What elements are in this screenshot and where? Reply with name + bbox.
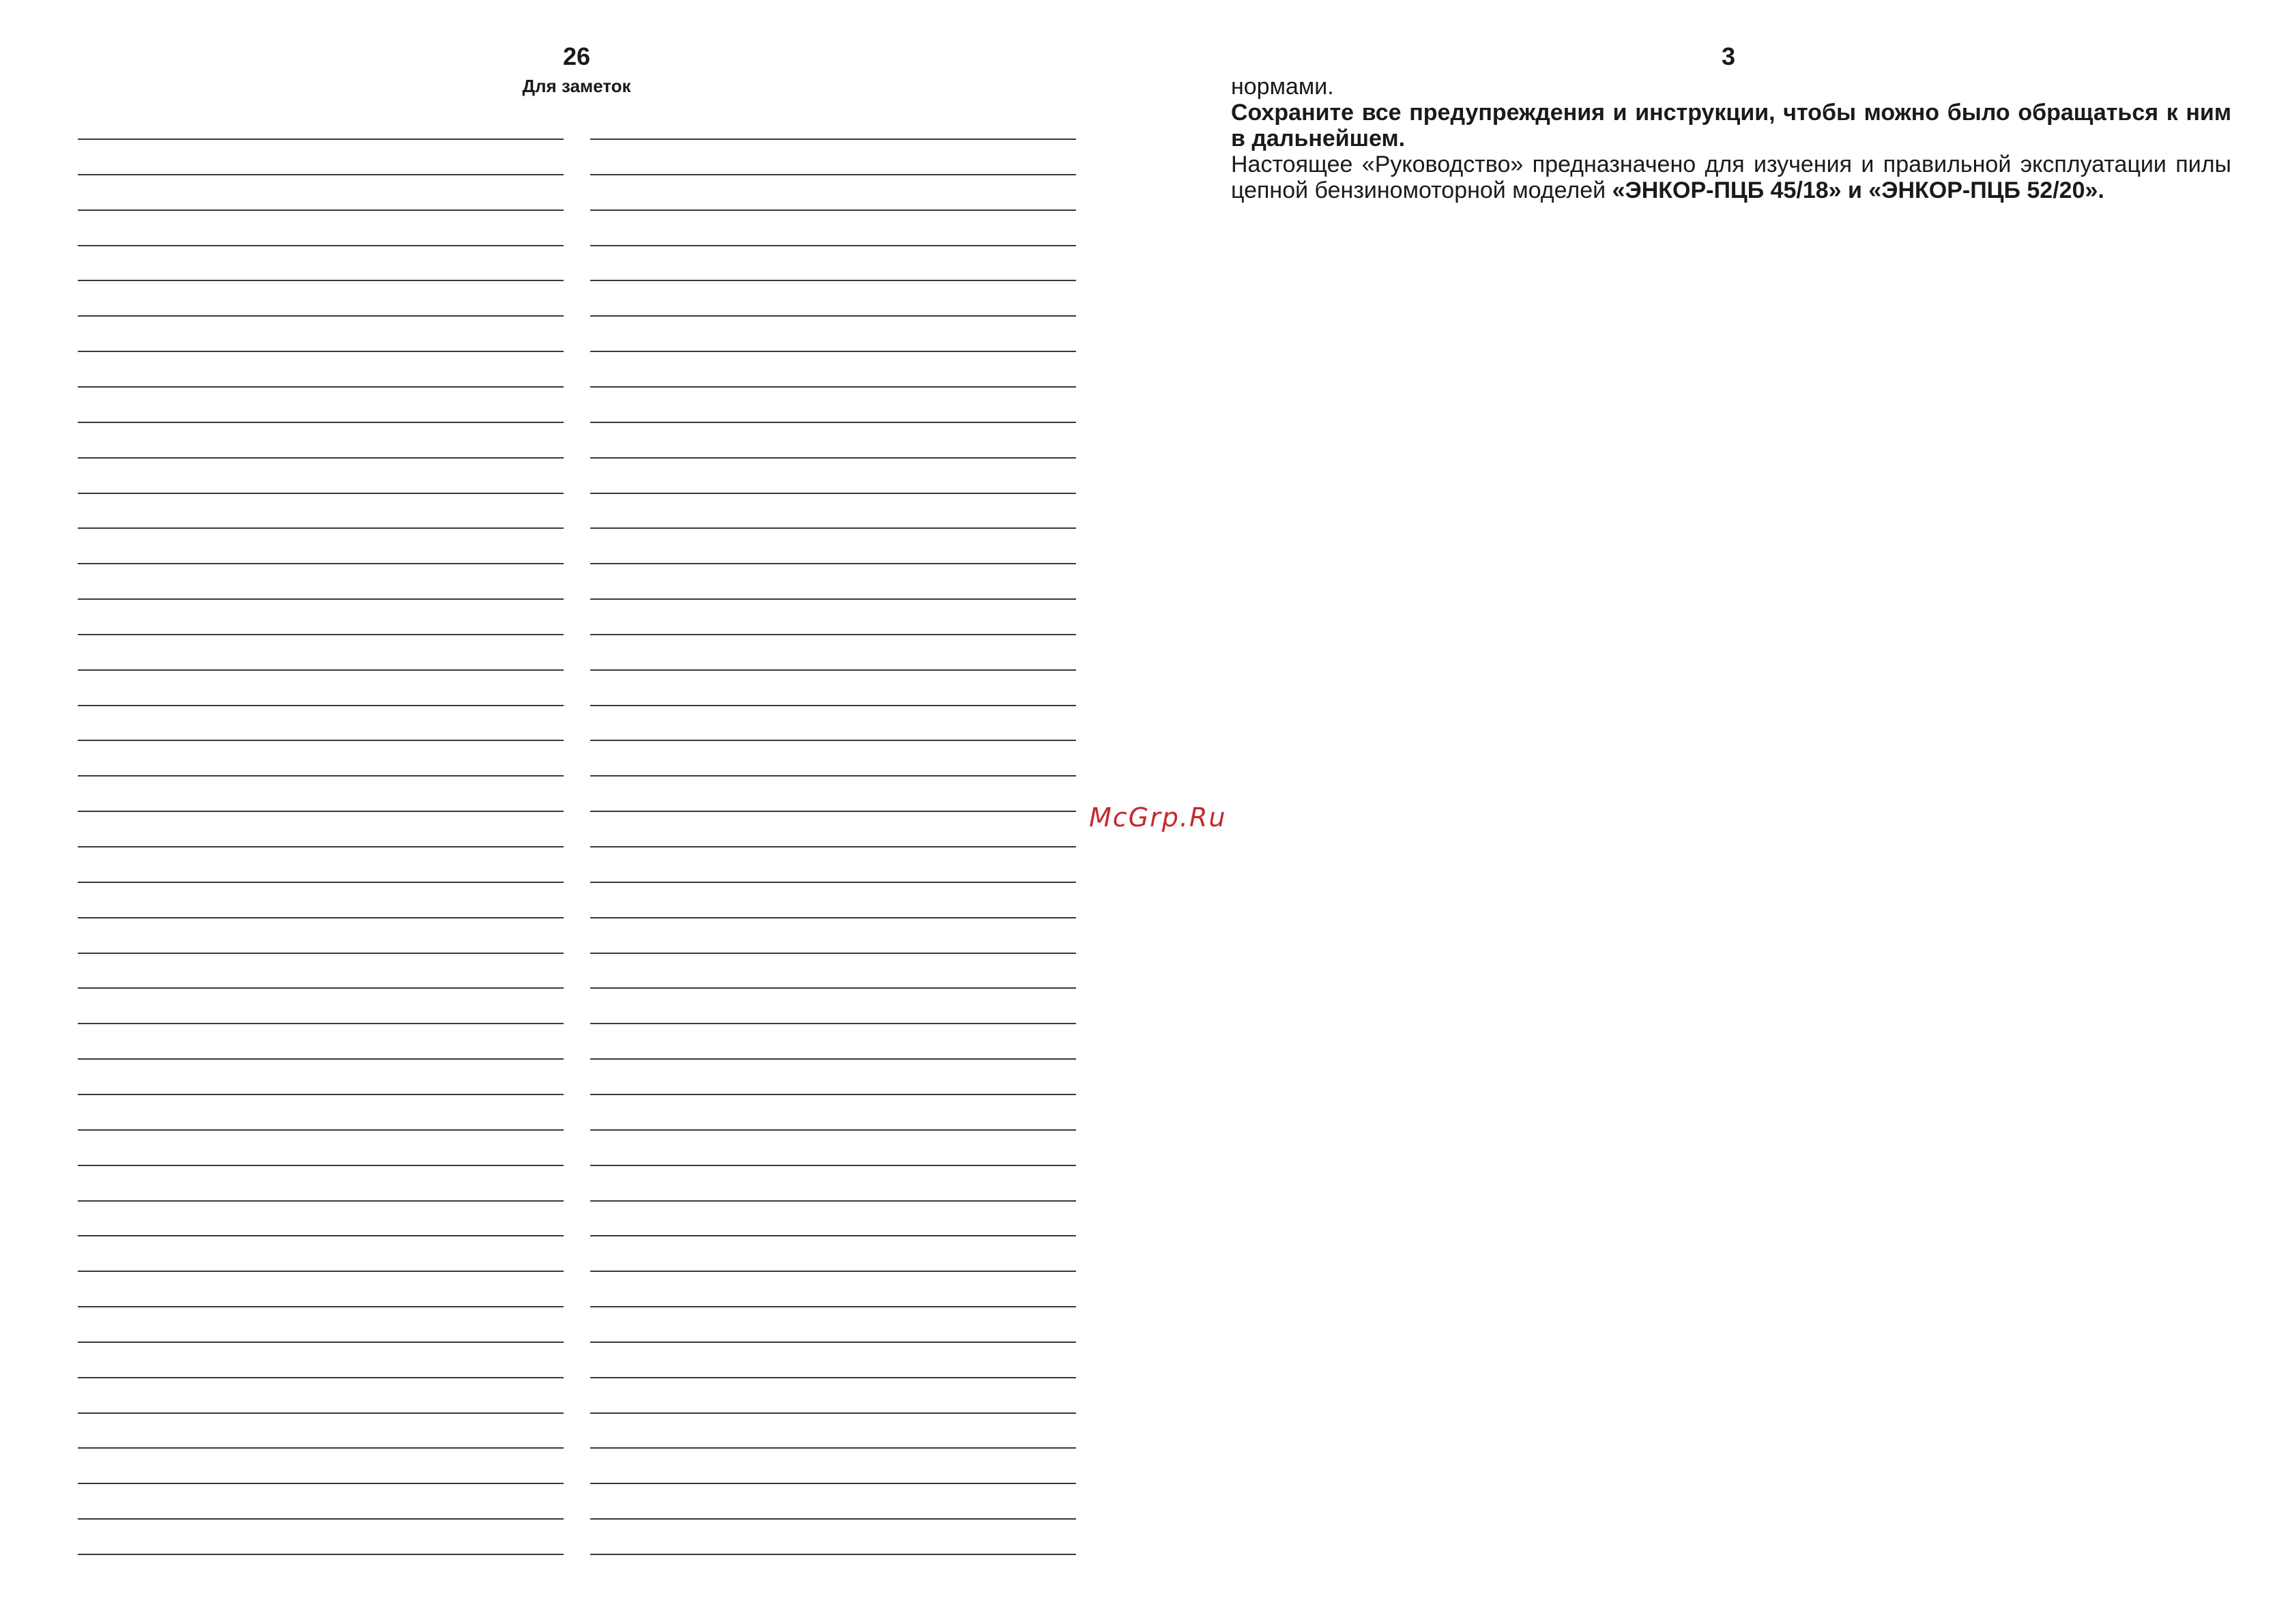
- note-line: [78, 1271, 564, 1272]
- note-line: [590, 634, 1076, 635]
- note-line: [590, 882, 1076, 883]
- note-line: [78, 775, 564, 777]
- note-line: [590, 1518, 1076, 1520]
- note-line: [590, 351, 1076, 352]
- note-line: [78, 1342, 564, 1343]
- note-line: [590, 563, 1076, 564]
- note-line: [590, 669, 1076, 671]
- note-line: [78, 669, 564, 671]
- note-line: [590, 493, 1076, 494]
- paragraph-continuation: нормами.: [1231, 74, 1334, 100]
- note-line: [78, 1235, 564, 1236]
- note-line: [78, 280, 564, 281]
- note-line: [78, 1165, 564, 1166]
- note-line: [78, 457, 564, 459]
- model-names: «ЭНКОР-ПЦБ 45/18» и «ЭНКОР-ПЦБ 52/20».: [1612, 177, 2104, 203]
- note-line: [78, 953, 564, 954]
- note-line: [78, 351, 564, 352]
- notes-column-right: [590, 0, 1076, 1624]
- note-line: [78, 245, 564, 246]
- note-line: [590, 1235, 1076, 1236]
- note-line: [590, 1377, 1076, 1378]
- note-line: [590, 705, 1076, 706]
- note-line: [590, 953, 1076, 954]
- note-line: [590, 422, 1076, 423]
- watermark: McGrp.Ru: [1089, 802, 1227, 832]
- note-line: [78, 1518, 564, 1520]
- note-line: [78, 882, 564, 883]
- note-line: [590, 987, 1076, 989]
- page-number-right: 3: [1721, 42, 1736, 70]
- note-line: [78, 634, 564, 635]
- note-line: [78, 1377, 564, 1378]
- note-line: [78, 209, 564, 211]
- note-line: [590, 740, 1076, 741]
- note-line: [590, 775, 1076, 777]
- note-line: [590, 139, 1076, 140]
- paragraph-purpose: [1231, 151, 2231, 203]
- note-line: [78, 1058, 564, 1060]
- note-line: [78, 174, 564, 175]
- note-line: [590, 1412, 1076, 1414]
- note-line: [78, 705, 564, 706]
- note-line: [590, 457, 1076, 459]
- note-line: [78, 740, 564, 741]
- note-line: [590, 1271, 1076, 1272]
- notes-title: Для заметок: [522, 76, 631, 96]
- note-line: [590, 598, 1076, 600]
- note-line: [590, 811, 1076, 812]
- note-line: [78, 1129, 564, 1131]
- note-line: [590, 245, 1076, 246]
- manual-text: [1231, 74, 2231, 203]
- paragraph-warning: Сохраните все предупреждения и инструкции, чтобы можно было обращаться к ним в дальнейшем.: [1231, 100, 2231, 151]
- note-line: [590, 209, 1076, 211]
- note-line: [78, 846, 564, 847]
- note-line: [78, 1483, 564, 1484]
- note-line: [590, 527, 1076, 529]
- note-line: [590, 1023, 1076, 1024]
- note-line: [590, 1094, 1076, 1095]
- note-line: [78, 1200, 564, 1202]
- note-line: [590, 846, 1076, 847]
- note-line: [78, 386, 564, 388]
- note-line: [78, 1554, 564, 1555]
- note-line: [590, 315, 1076, 317]
- note-line: [590, 386, 1076, 388]
- note-line: [590, 1200, 1076, 1202]
- note-line: [590, 1483, 1076, 1484]
- note-line: [78, 987, 564, 989]
- note-line: [590, 917, 1076, 918]
- note-line: [590, 1306, 1076, 1307]
- note-line: [78, 1412, 564, 1414]
- note-line: [78, 1094, 564, 1095]
- paragraph-purpose-text: Настоящее «Руководство» предназначено для изучения и правильной эксплуатации пилы цепной бензиномоторной моделей: [1231, 151, 2231, 203]
- note-line: [78, 811, 564, 812]
- note-line: [590, 1554, 1076, 1555]
- right-page: [1153, 0, 2290, 1624]
- note-line: [78, 1306, 564, 1307]
- note-line: [590, 1447, 1076, 1449]
- note-line: [78, 1023, 564, 1024]
- note-line: [78, 315, 564, 317]
- note-line: [590, 1165, 1076, 1166]
- note-line: [78, 493, 564, 494]
- note-line: [78, 139, 564, 140]
- note-line: [590, 280, 1076, 281]
- page-number-left: 26: [562, 42, 591, 70]
- note-line: [78, 1447, 564, 1449]
- note-line: [590, 1058, 1076, 1060]
- note-line: [78, 422, 564, 423]
- note-line: [590, 174, 1076, 175]
- note-line: [78, 527, 564, 529]
- notes-column-left: [78, 0, 564, 1624]
- note-line: [590, 1342, 1076, 1343]
- note-line: [78, 598, 564, 600]
- note-line: [78, 563, 564, 564]
- note-line: [78, 917, 564, 918]
- note-line: [590, 1129, 1076, 1131]
